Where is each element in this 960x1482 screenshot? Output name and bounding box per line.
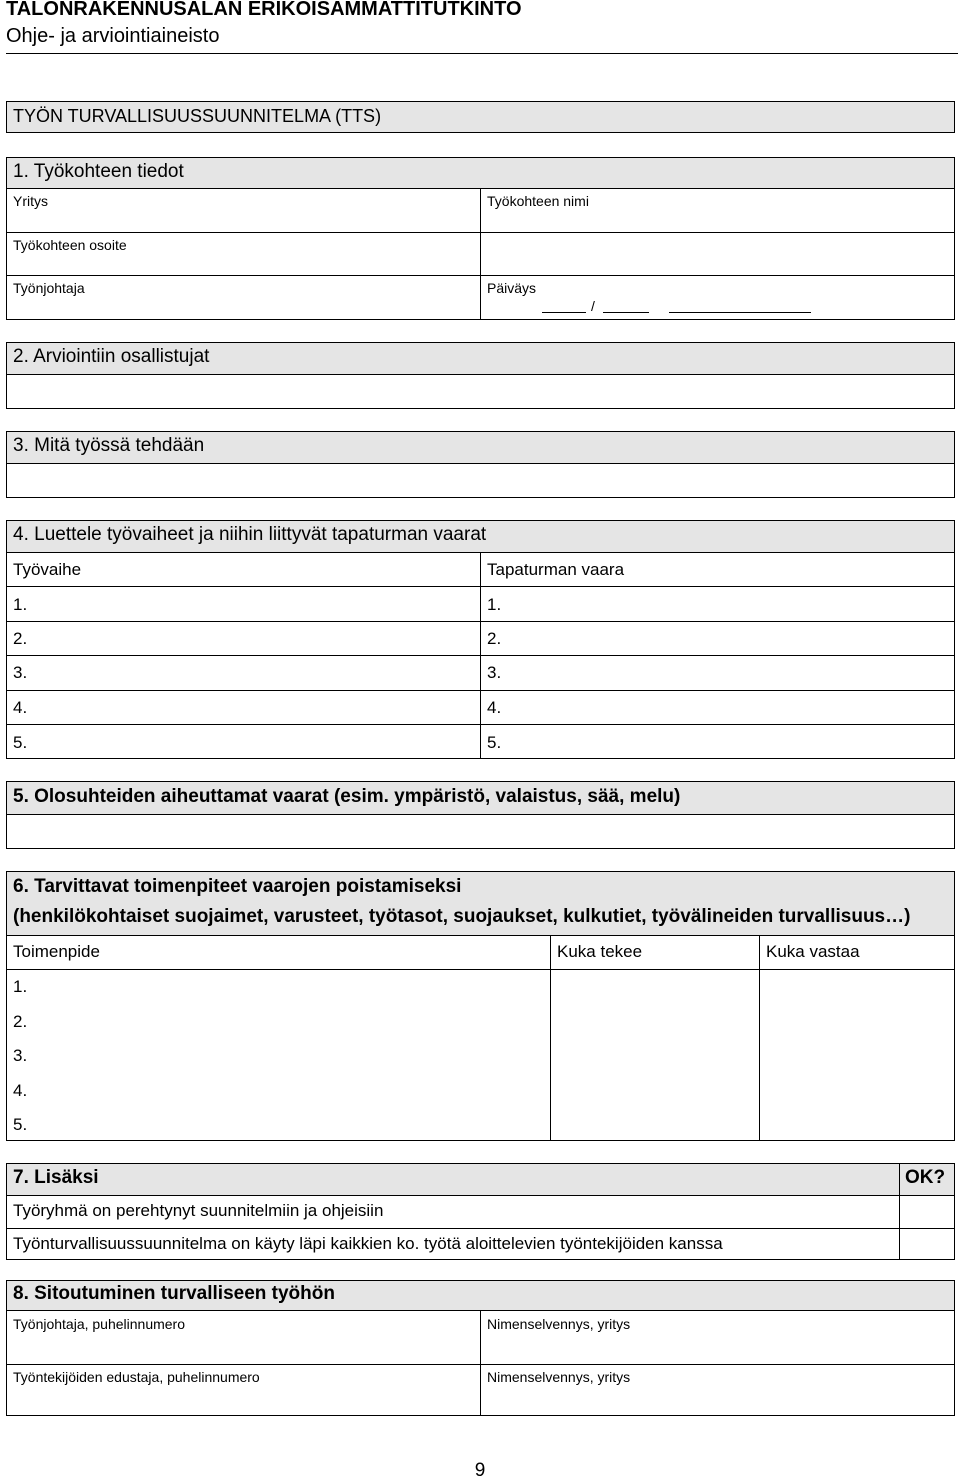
section-3 bbox=[6, 431, 955, 498]
column-divider bbox=[550, 970, 551, 1141]
work-phase-number: 4. bbox=[13, 698, 28, 717]
hazard-number: 2. bbox=[487, 629, 502, 648]
table-row[interactable] bbox=[7, 586, 954, 621]
date-separator: / bbox=[591, 298, 595, 314]
who-does-header: Kuka tekee bbox=[557, 942, 643, 961]
work-phase-number: 2. bbox=[13, 629, 28, 648]
ok-header: OK? bbox=[905, 1167, 946, 1188]
section-2 bbox=[6, 342, 955, 409]
section-1-row-address bbox=[7, 232, 954, 275]
action-number: 3. bbox=[13, 1046, 28, 1065]
table-row[interactable] bbox=[7, 690, 954, 724]
action-header: Toimenpide bbox=[13, 942, 100, 961]
site-name-label: Työkohteen nimi bbox=[487, 193, 589, 209]
section-1-title: 1. Työkohteen tiedot bbox=[13, 161, 184, 182]
section-1-row-supervisor bbox=[7, 275, 954, 320]
table-row[interactable] bbox=[7, 724, 954, 759]
section-2-title: 2. Arviointiin osallistujat bbox=[13, 346, 210, 367]
work-phase-number: 3. bbox=[13, 663, 28, 682]
page-header bbox=[6, 0, 958, 54]
column-divider bbox=[480, 233, 481, 275]
section-4 bbox=[6, 520, 955, 759]
environmental-hazards-field[interactable] bbox=[7, 814, 954, 849]
date-year-blank[interactable] bbox=[669, 312, 811, 313]
ok-checkbox-cell[interactable] bbox=[900, 1196, 954, 1228]
column-divider bbox=[480, 276, 481, 320]
table-row[interactable] bbox=[7, 621, 954, 655]
name-company-label: Nimenselvennys, yritys bbox=[487, 1316, 631, 1332]
checklist-item: Työryhmä on perehtynyt suunnitelmiin ja ohjeisiin bbox=[13, 1201, 384, 1220]
column-divider bbox=[759, 936, 760, 969]
action-number: 2. bbox=[13, 1012, 28, 1031]
section-1 bbox=[6, 157, 955, 320]
section-5-title: 5. Olosuhteiden aiheuttamat vaarat (esim. ympäristö, valaistus, sää, melu) bbox=[13, 786, 681, 807]
section-6-title: 6. Tarvittavat toimenpiteet vaarojen poistamiseksi bbox=[13, 876, 462, 897]
action-number: 5. bbox=[13, 1115, 28, 1134]
column-divider bbox=[480, 587, 481, 621]
participants-field[interactable] bbox=[7, 374, 954, 409]
section-4-header bbox=[7, 521, 954, 552]
work-phase-number: 1. bbox=[13, 595, 28, 614]
checklist-item: Työnturvallisuussuunnitelma on käyty läpi kaikkien ko. työtä aloittelevien työntekijöiden kanssa bbox=[13, 1234, 723, 1253]
column-divider bbox=[480, 622, 481, 655]
site-address-label: Työkohteen osoite bbox=[13, 237, 127, 253]
section-7-title: 7. Lisäksi bbox=[13, 1167, 99, 1188]
work-phase-header: Työvaihe bbox=[13, 560, 82, 579]
section-8 bbox=[6, 1280, 955, 1416]
date-day-blank[interactable] bbox=[542, 312, 586, 313]
hazard-number: 3. bbox=[487, 663, 502, 682]
name-company-label: Nimenselvennys, yritys bbox=[487, 1369, 631, 1385]
column-divider bbox=[550, 936, 551, 969]
company-label: Yritys bbox=[13, 193, 48, 209]
column-divider bbox=[480, 553, 481, 586]
page-number: 9 bbox=[474, 1460, 486, 1481]
section-7 bbox=[6, 1163, 955, 1260]
form-title-box bbox=[6, 101, 955, 133]
column-divider bbox=[480, 691, 481, 724]
supervisor-phone-label: Työnjohtaja, puhelinnumero bbox=[13, 1316, 186, 1332]
column-divider bbox=[480, 189, 481, 232]
checklist-row bbox=[7, 1228, 954, 1260]
section-6-column-headers bbox=[7, 935, 954, 969]
section-6-header bbox=[7, 872, 954, 935]
worker-rep-phone-label: Työntekijöiden edustaja, puhelinnumero bbox=[13, 1369, 260, 1385]
date-month-blank[interactable] bbox=[603, 312, 649, 313]
section-8-header bbox=[7, 1281, 954, 1310]
section-2-header bbox=[7, 343, 954, 374]
column-divider bbox=[480, 656, 481, 690]
column-divider bbox=[480, 725, 481, 759]
section-5-header bbox=[7, 782, 954, 814]
section-3-title: 3. Mitä työssä tehdään bbox=[13, 435, 205, 456]
section-8-title: 8. Sitoutuminen turvalliseen työhön bbox=[13, 1283, 335, 1304]
date-label: Päiväys bbox=[487, 280, 537, 296]
section-6 bbox=[6, 871, 955, 1141]
section-4-column-headers bbox=[7, 552, 954, 586]
section-7-header bbox=[7, 1164, 954, 1195]
hazard-number: 4. bbox=[487, 698, 502, 717]
work-description-field[interactable] bbox=[7, 463, 954, 498]
supervisor-label: Työnjohtaja bbox=[13, 280, 85, 296]
hazard-header: Tapaturman vaara bbox=[487, 560, 625, 579]
document-title: TALONRAKENNUSALAN ERIKOISAMMATTITUTKINTO bbox=[6, 0, 522, 20]
section-6-rows[interactable] bbox=[7, 969, 954, 1141]
action-number: 1. bbox=[13, 977, 28, 996]
responsible-header: Kuka vastaa bbox=[766, 942, 860, 961]
action-number: 4. bbox=[13, 1081, 28, 1100]
column-divider bbox=[759, 970, 760, 1141]
table-row[interactable] bbox=[7, 655, 954, 690]
work-phase-number: 5. bbox=[13, 733, 28, 752]
document-subtitle: Ohje- ja arviointiaineisto bbox=[6, 25, 220, 47]
hazard-number: 1. bbox=[487, 595, 502, 614]
checklist-row bbox=[7, 1195, 954, 1228]
hazard-number: 5. bbox=[487, 733, 502, 752]
column-divider bbox=[899, 1164, 900, 1195]
form-title: TYÖN TURVALLISUUSSUUNNITELMA (TTS) bbox=[13, 106, 382, 126]
section-6-subtitle: (henkilökohtaiset suojaimet, varusteet, työtasot, suojaukset, kulkutiet, työvälineiden turvallisuus…) bbox=[13, 906, 911, 927]
ok-checkbox-cell[interactable] bbox=[900, 1229, 954, 1260]
section-3-header bbox=[7, 432, 954, 463]
column-divider bbox=[480, 1311, 481, 1364]
column-divider bbox=[480, 1365, 481, 1416]
section-4-title: 4. Luettele työvaiheet ja niihin liittyvät tapaturman vaarat bbox=[13, 524, 487, 545]
section-1-header bbox=[7, 158, 954, 188]
section-1-row-company bbox=[7, 188, 954, 232]
signature-row-supervisor[interactable] bbox=[7, 1310, 954, 1364]
section-5 bbox=[6, 781, 955, 849]
signature-row-worker-rep[interactable] bbox=[7, 1364, 954, 1416]
